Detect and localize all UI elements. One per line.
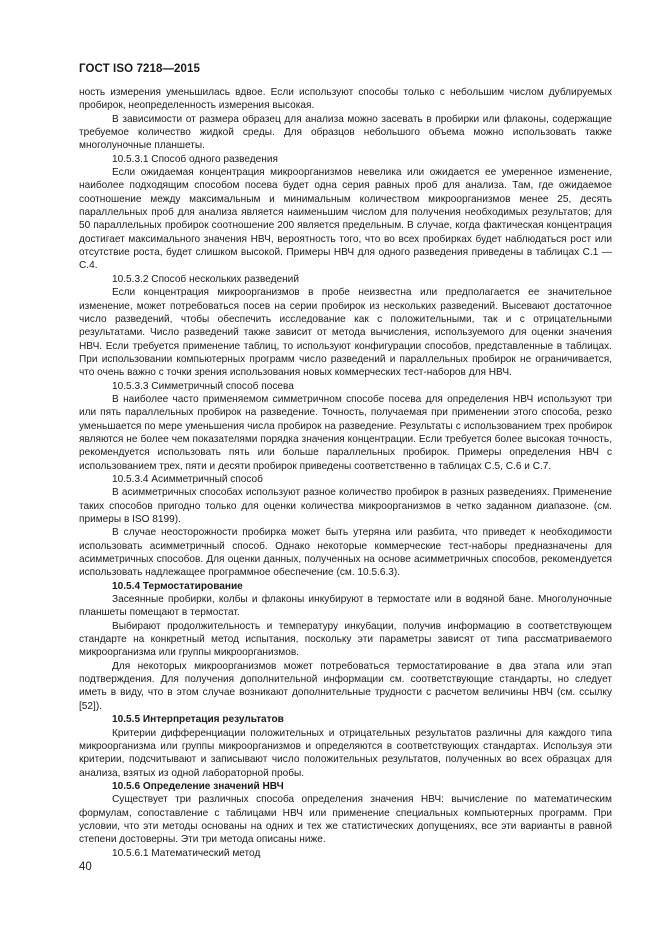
section-heading: 10.5.5 Интерпретация результатов (112, 714, 284, 726)
page-header: ГОСТ ISO 7218—2015 (79, 63, 201, 75)
paragraph: Засеянные пробирки, колбы и флаконы инкубируют в термостате или в водяной бане. Многолуночные планшеты помещают в термостат. (79, 594, 612, 619)
section-heading: 10.5.4 Термостатирование (112, 580, 243, 592)
subsection-heading: 10.5.6.1 Математический метод (112, 847, 261, 859)
subsection-heading: 10.5.3.4 Асимметричный способ (112, 473, 263, 485)
subsection-heading: 10.5.3.1 Способ одного разведения (112, 153, 278, 165)
paragraph: Выбирают продолжительность и температуру инкубации, получив информацию в соответствующем стандарте на конкретный метод испытания, поскольку эти параметры зависят от типа рассматриваемого микроорганизма или группы микроорганизмов. (79, 620, 612, 659)
document-body (79, 86, 612, 860)
paragraph: ность измерения уменьшилась вдвое. Если используют способы только с небольшим числом дублируемых пробирок, неопределенность измерения высокая. (79, 87, 612, 112)
paragraph: В случае неосторожности пробирка может быть утеряна или разбита, что приведет к необходимости использовать асимметричный способ. Однако некоторые коммерческие тест-наборы предназначены для асимметричных способов. Для оценки данных, полученных на основе асимметричных способов, рекомендуется использовать надлежащее программное обеспечение (см. 10.5.6.3). (79, 527, 612, 579)
paragraph: Существует три различных способа определения значения НВЧ: вычисление по математическим формулам, сопоставление с таблицами НВЧ или применение специальных компьютерных программ. При условии, что эти методы основаны на одних и тех же статистических допущениях, все эти варианты в равной степени достоверны. Эти три метода описаны ниже. (79, 794, 612, 846)
paragraph: Если ожидаемая концентрация микроорганизмов невелика или ожидается ее умеренное изменение, наиболее подходящим способом посева будет одна серия равных проб для анализа. Там, где ожидаемое соотношение между максимальным и минимальным количеством микроорганизмов менее 25, десять параллельных проб для анализа является наименьшим числом для получения необходимых результатов; для 50 параллельных пробирок соотношение 200 является предельным. В случае, когда фактическая концентрация достигает максимального значения НВЧ, вероятность того, что во всех пробирках будет наблюдаться рост или отсутствие роста, будет слишком высокой. Примеры НВЧ для одного разведения приведены в таблицах С.1 — С.4. (79, 167, 612, 272)
subsection-heading: 10.5.3.3 Симметричный способ посева (112, 380, 294, 392)
paragraph: В наиболее часто применяемом симметричном способе посева для определения НВЧ используют три или пять параллельных пробирок на разведение. Точность, получаемая при применении этого способа, резко уменьшается по мере уменьшения числа пробирок на разведение. Результаты с использованием трех пробирок являются не более чем показателями порядка значения концентрации. Если требуется более высокая точность, рекомендуется использовать пять или больше параллельных пробирок. Примеры определения НВЧ с использованием трех, пяти и десяти пробирок приведены соответственно в таблицах С.5, С.6 и С.7. (79, 393, 612, 472)
page-number: 40 (79, 861, 92, 873)
paragraph: В зависимости от размера образец для анализа можно засевать в пробирки или флаконы, содержащие требуемое количество жидкой среды. Для образцов небольшого объема можно использовать также многолуночные планшеты. (79, 113, 612, 152)
paragraph: Если концентрация микроорганизмов в пробе неизвестна или предполагается ее значительное изменение, может потребоваться посев на серии пробирок из нескольких разведений. Высевают достаточное число разведений, чтобы обеспечить исследование как с положительными, так и с отрицательными результатами. Число разведений также зависит от метода вычисления, используемого для оценки значения НВЧ. Если требуется применение таблиц, то используют конфигурации способов, представленные в таблицах. При использовании компьютерных программ число разведений и параллельных пробирок не ограничивается, что очень важно с точки зрения использования новых коммерческих тест-наборов для НВЧ. (79, 287, 612, 379)
subsection-heading: 10.5.3.2 Способ нескольких разведений (112, 273, 299, 285)
section-heading: 10.5.6 Определение значений НВЧ (112, 780, 284, 792)
paragraph: Для некоторых микроорганизмов может потребоваться термостатирование в два этапа или этап подтверждения. Для получения дополнительной информации см. соответствующие стандарты, но следует иметь в виду, что в этом случае возникают дополнительные трудности с расчетом величины НВЧ (см. ссылку [52]). (79, 660, 612, 712)
paragraph: В асимметричных способах используют разное количество пробирок в разных разведениях. Применение таких способов пригодно только для оценки количества микроорганизмов в четко заданном диапазоне. (см. примеры в ISO 8199). (79, 487, 612, 525)
paragraph: Критерии дифференциации положительных и отрицательных результатов различны для каждого типа микроорганизма или группы микроорганизмов и определяются в соответствующих стандартах. Используя эти критерии, подсчитывают и записывают число положительных результатов, полученных во всех образцах для анализа, взятых из одной лабораторной пробы. (79, 727, 612, 779)
